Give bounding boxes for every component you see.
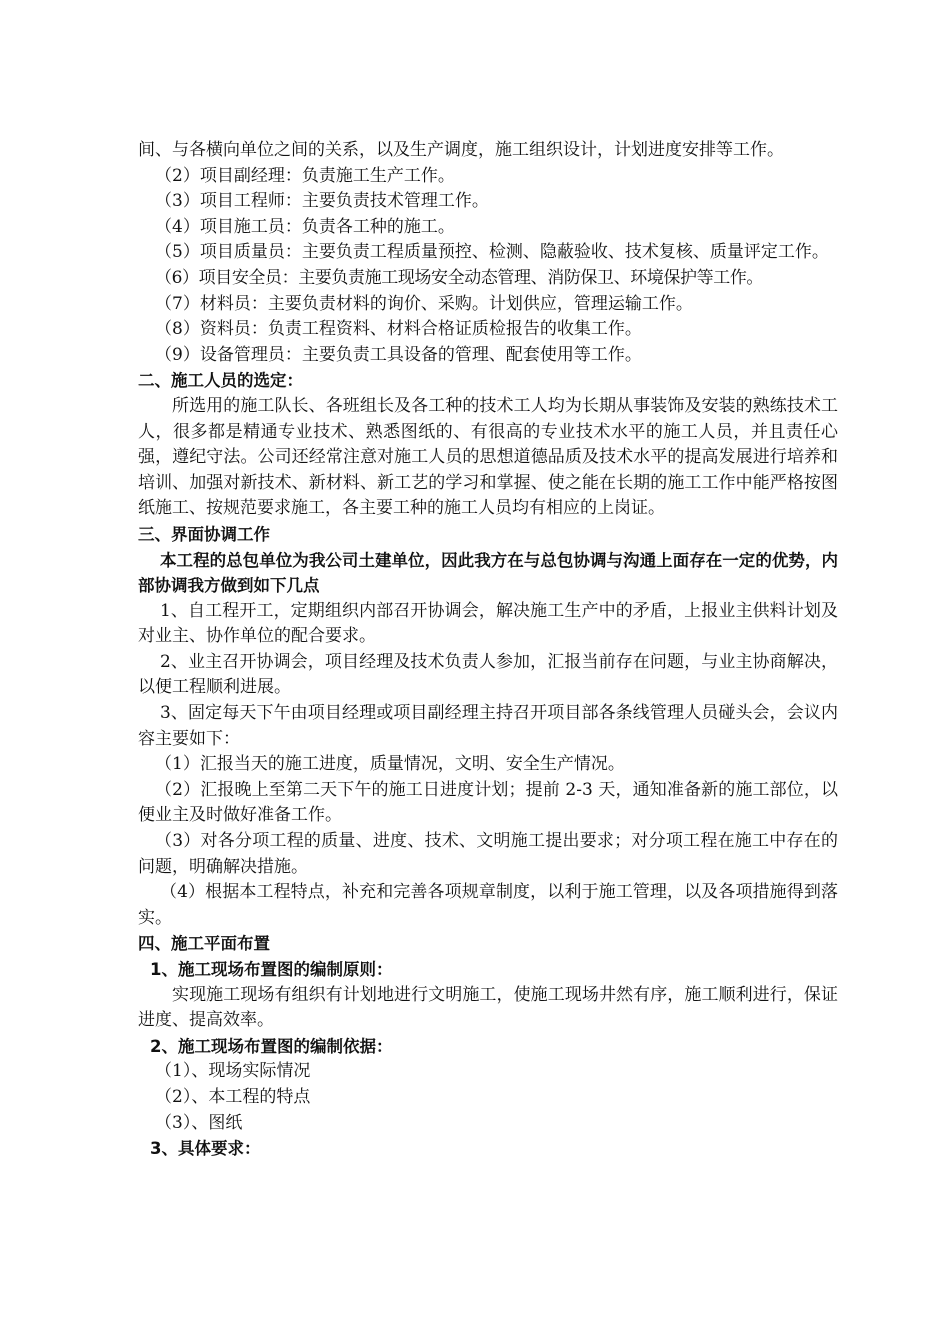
paragraph: （3）、图纸 — [155, 1112, 243, 1133]
paragraph: 3、固定每天下午由项目经理或项目副经理主持召开项目部各条线管理人员碰头会，会议内容主要如下： — [138, 703, 838, 749]
paragraph: （2）、本工程的特点 — [155, 1086, 311, 1107]
subsection-heading: 2、施工现场布置图的编制依据： — [150, 1036, 393, 1056]
paragraph: 所选用的施工队长、各班组长及各工种的技术工人均为长期从事装饰及安装的熟练技术工人，很多都是精通专业技术、熟悉图纸的、有很高的专业技术水平的施工人员，并且责任心强，遵纪守法。公司还经常注意对施工人员的思想道德品质及技术水平的提高发展进行培养和培训、加强对新技术、新材料、新工艺的学习和掌握、使之能在长期的施工工作中能严格按图纸施工、按规范要求施工，各主要工种的施工人员均有相应的上岗证。 — [138, 395, 838, 519]
paragraph: （2）汇报晚上至第二天下午的施工日进度计划；提前 2-3 天，通知准备新的施工部位，以便业主及时做好准备工作。 — [138, 779, 838, 826]
paragraph: 实现施工现场有组织有计划地进行文明施工，使施工现场井然有序，施工顺利进行，保证进度、提高效率。 — [138, 984, 838, 1031]
bold-paragraph: 本工程的总包单位为我公司土建单位，因此我方在与总包协调与沟通上面存在一定的优势，内部协调我方做到如下几点 — [138, 550, 838, 596]
section-heading: 二、施工人员的选定： — [138, 371, 303, 391]
paragraph: （9）设备管理员：主要负责工具设备的管理、配套使用等工作。 — [155, 344, 642, 365]
document-body — [138, 138, 838, 1162]
paragraph: 1、自工程开工，定期组织内部召开协调会，解决施工生产中的矛盾，上报业主供料计划及对业主、协作单位的配合要求。 — [138, 600, 838, 647]
paragraph: （3）项目工程师：主要负责技术管理工作。 — [155, 191, 489, 212]
paragraph: 2、业主召开协调会，项目经理及技术负责人参加，汇报当前存在问题，与业主协商解决，以便工程顺利进展。 — [138, 651, 838, 698]
paragraph: （2）项目副经理：负责施工生产工作。 — [155, 165, 455, 186]
paragraph: （1）、现场实际情况 — [155, 1061, 311, 1082]
paragraph: （6）项目安全员：主要负责施工现场安全动态管理、消防保卫、环境保护等工作。 — [155, 267, 764, 288]
paragraph: （1）汇报当天的施工进度，质量情况，文明、安全生产情况。 — [155, 754, 625, 775]
subsection-heading: 3、具体要求： — [150, 1139, 261, 1159]
paragraph: （5）项目质量员：主要负责工程质量预控、检测、隐蔽验收、技术复核、质量评定工作。 — [155, 242, 829, 263]
paragraph: 间、与各横向单位之间的关系，以及生产调度，施工组织设计，计划进度安排等工作。 — [138, 140, 784, 160]
section-heading: 三、界面协调工作 — [138, 524, 270, 544]
paragraph: （7）材料员：主要负责材料的询价、采购。计划供应，管理运输工作。 — [155, 293, 693, 314]
paragraph: （8）资料员：负责工程资料、材料合格证质检报告的收集工作。 — [155, 319, 642, 340]
paragraph: （4）项目施工员：负责各工种的施工。 — [155, 216, 455, 237]
paragraph: （3）对各分项工程的质量、进度、技术、文明施工提出要求；对分项工程在施工中存在的问题，明确解决措施。 — [138, 831, 838, 877]
paragraph: （4）根据本工程特点，补充和完善各项规章制度，以利于施工管理，以及各项措施得到落实。 — [138, 882, 838, 928]
subsection-heading: 1、施工现场布置图的编制原则： — [150, 960, 393, 979]
section-heading: 四、施工平面布置 — [138, 934, 270, 954]
